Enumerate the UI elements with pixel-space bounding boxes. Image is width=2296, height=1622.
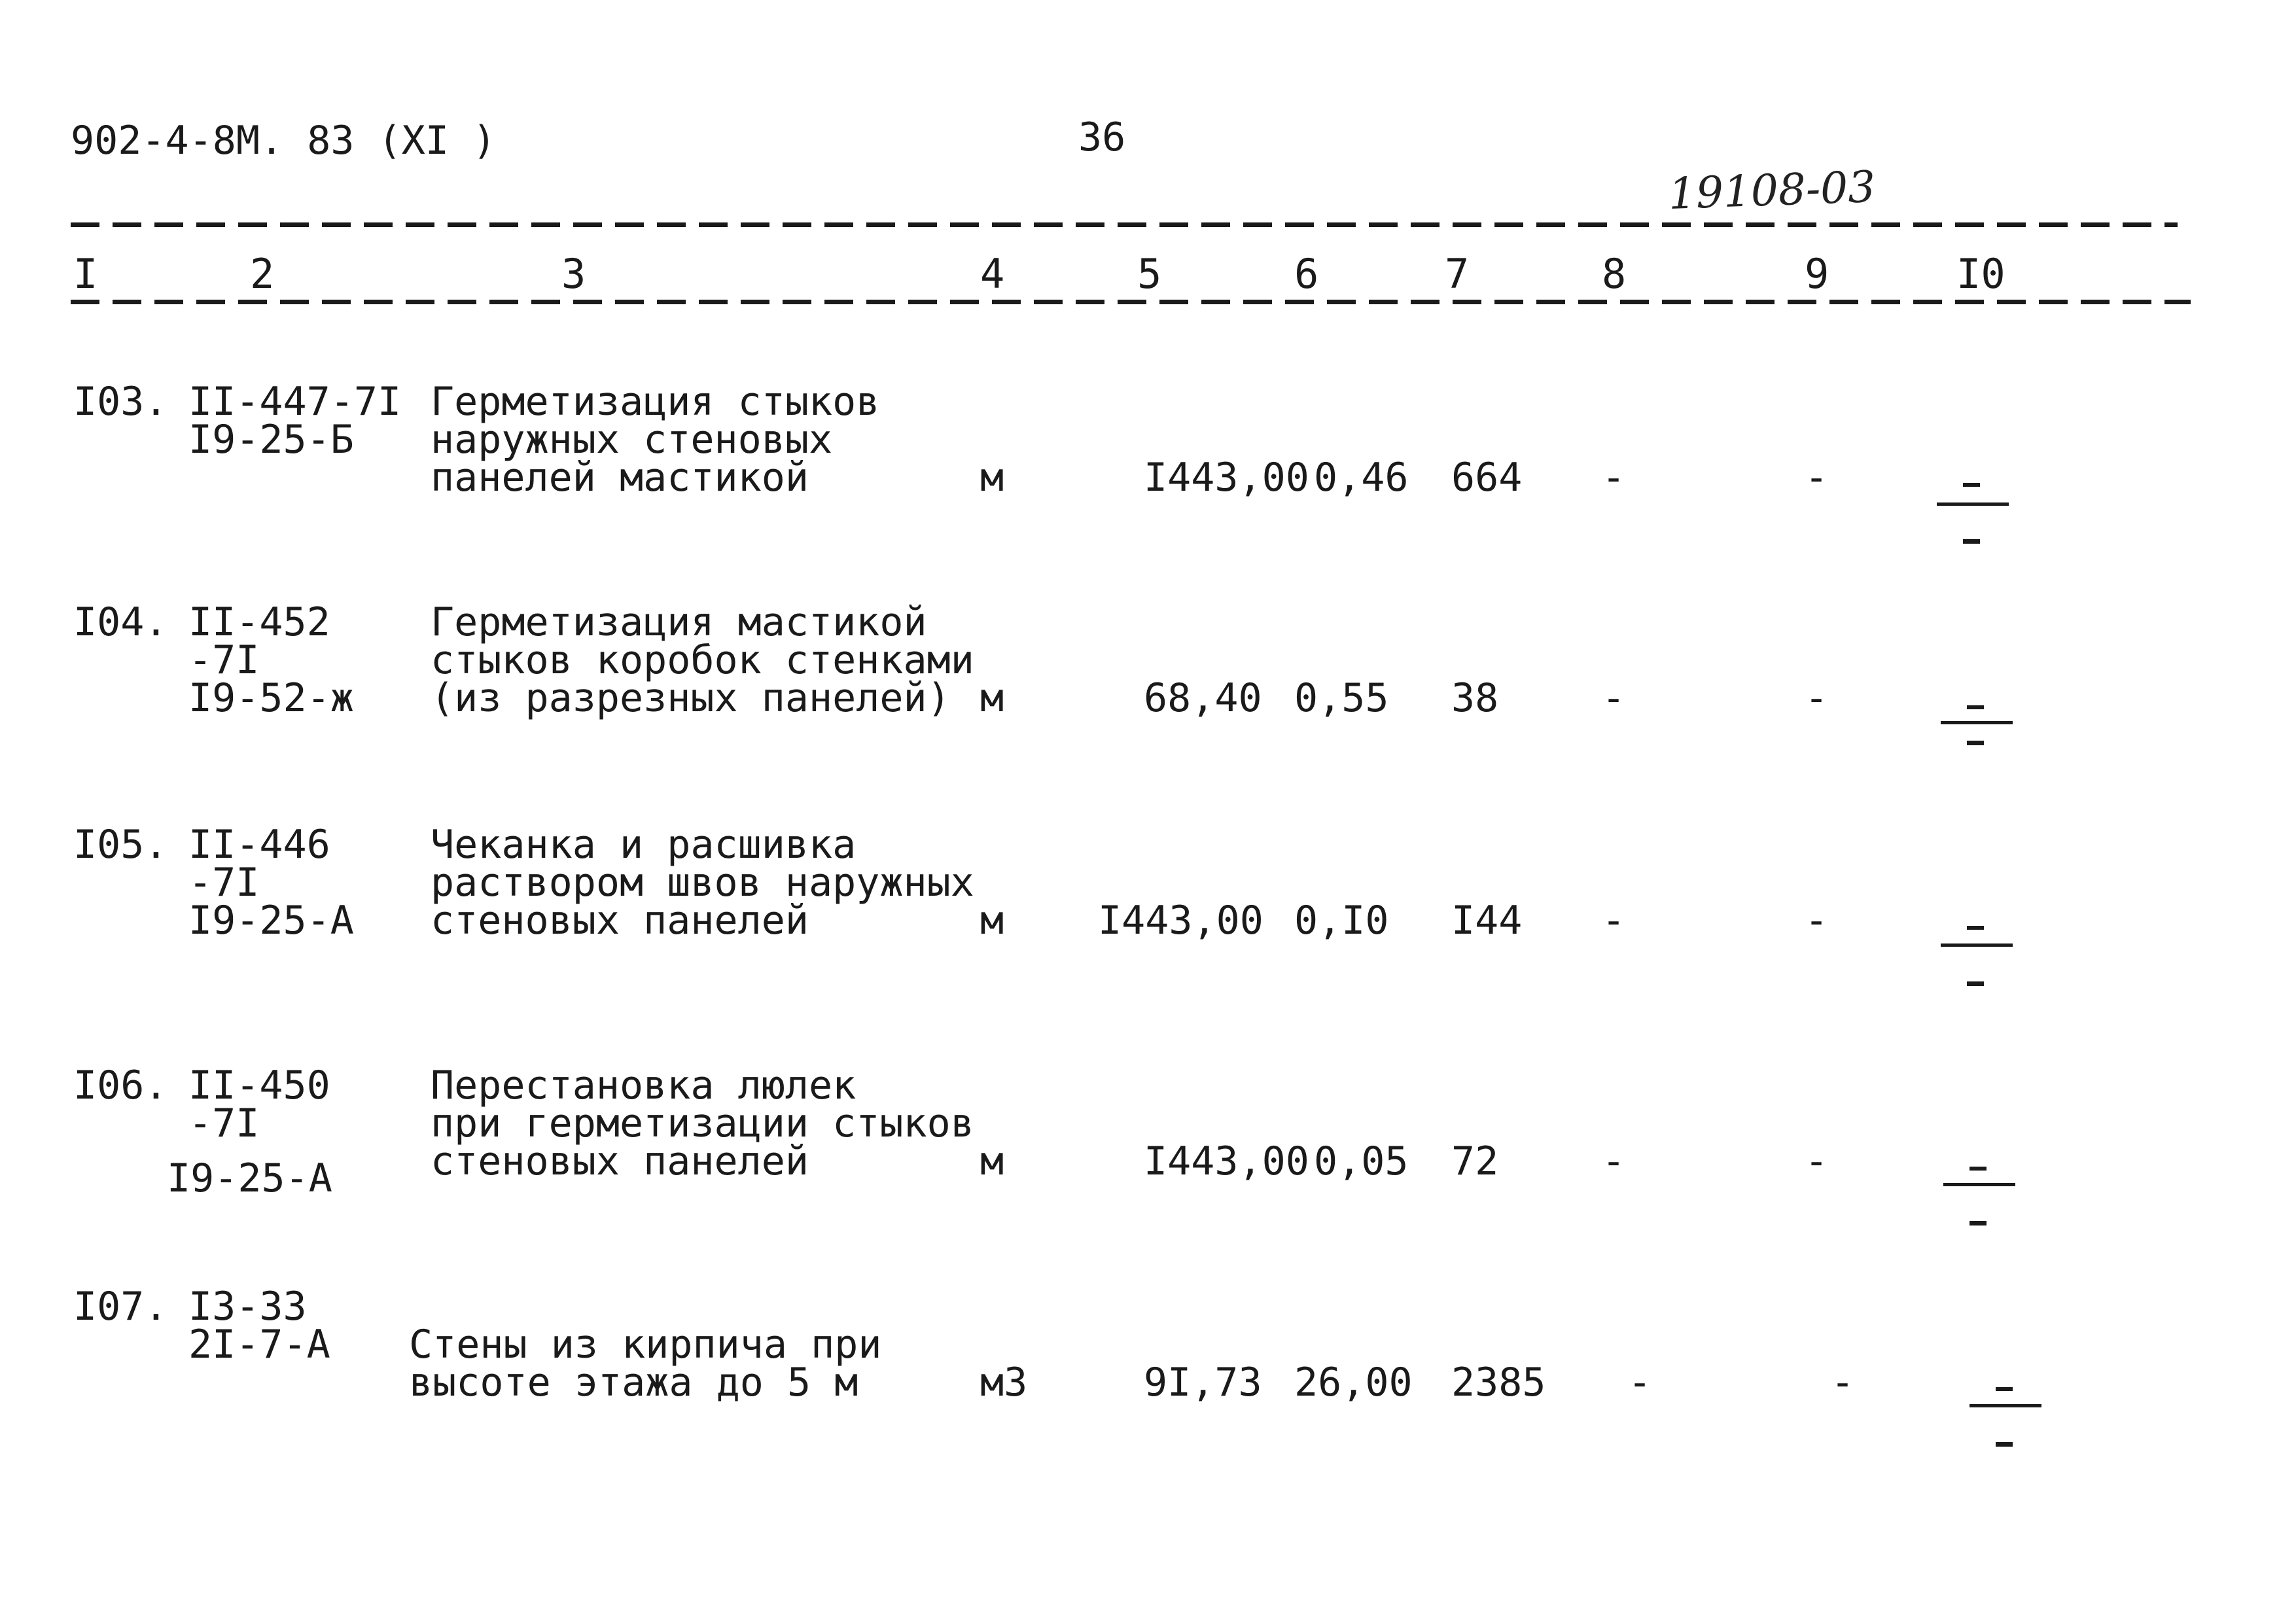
norm-code: 2I-7-А <box>188 1322 330 1367</box>
work-description: Герметизация стыков <box>431 379 880 425</box>
col9-value: - <box>1805 898 1829 943</box>
work-description: при герметизации стыков <box>431 1101 974 1146</box>
quantity: I443,00 <box>1144 1138 1309 1184</box>
col-header-10: I0 <box>1956 250 2005 298</box>
norm-code: I3-33 <box>188 1284 307 1330</box>
work-description: стыков коробок стенками <box>431 637 974 683</box>
unit-rate: 0,55 <box>1294 675 1389 721</box>
unit-rate: 0,46 <box>1314 455 1409 501</box>
unit: м <box>980 455 1004 501</box>
col8-value: - <box>1628 1360 1652 1405</box>
norm-code: I9-25-А <box>188 898 354 943</box>
row-number: I07. <box>73 1284 168 1330</box>
norm-code: II-450 <box>188 1063 330 1108</box>
unit-rate: 0,05 <box>1314 1138 1409 1184</box>
total: 38 <box>1451 675 1499 721</box>
col9-value: - <box>1805 1138 1829 1184</box>
work-description: высоте этажа до 5 м <box>409 1360 858 1405</box>
unit-rate: 0,I0 <box>1294 898 1389 943</box>
col-header-9: 9 <box>1805 250 1829 298</box>
norm-code: II-452 <box>188 599 330 645</box>
col-header-6: 6 <box>1294 250 1319 298</box>
work-description: (из разрезных панелей) <box>431 675 951 721</box>
work-description: Герметизация мастикой <box>431 599 927 645</box>
col-header-4: 4 <box>980 250 1005 298</box>
total: 2385 <box>1451 1360 1546 1405</box>
norm-code: -7I <box>188 1101 260 1146</box>
total: 72 <box>1451 1138 1499 1184</box>
unit: м <box>980 898 1004 943</box>
total: 664 <box>1451 455 1523 501</box>
quantity: I443,00 <box>1144 455 1309 501</box>
row-number: I03. <box>73 379 168 425</box>
quantity: 9I,73 <box>1144 1360 1262 1405</box>
col-header-8: 8 <box>1602 250 1627 298</box>
work-description: раствором швов наружных <box>431 860 974 906</box>
col8-value: - <box>1602 675 1626 721</box>
handwritten-note: 19108-03 <box>1667 161 1877 219</box>
page-number: 36 <box>1078 115 1126 160</box>
row-number: I05. <box>73 822 168 868</box>
col8-value: - <box>1602 455 1626 501</box>
col-header-5: 5 <box>1137 250 1162 298</box>
norm-code: -7I <box>188 860 260 906</box>
unit: м <box>980 1138 1004 1184</box>
unit: м3 <box>980 1360 1028 1405</box>
norm-code: II-446 <box>188 822 330 868</box>
col9-value: - <box>1805 675 1829 721</box>
col-header-1: I <box>73 250 98 298</box>
col8-value: - <box>1602 898 1626 943</box>
work-description: Стены из кирпича при <box>409 1322 882 1367</box>
top-dashed-rule <box>71 222 2178 227</box>
norm-code: I9-52-ж <box>188 675 354 721</box>
row-number: I04. <box>73 599 168 645</box>
work-description: панелей мастикой <box>431 455 809 501</box>
unit: м <box>980 675 1004 721</box>
norm-code: I9-25-А <box>167 1155 332 1201</box>
work-description: наружных стеновых <box>431 417 833 463</box>
norm-code: -7I <box>188 637 260 683</box>
col8-value: - <box>1602 1138 1626 1184</box>
col9-value: - <box>1805 455 1829 501</box>
work-description: Перестановка люлек <box>431 1063 857 1108</box>
work-description: Чеканка и расшивка <box>431 822 857 868</box>
norm-code: I9-25-Б <box>188 417 354 463</box>
col9-value: - <box>1831 1360 1855 1405</box>
col-header-7: 7 <box>1445 250 1470 298</box>
work-description: стеновых панелей <box>431 1138 809 1184</box>
unit-rate: 26,00 <box>1294 1360 1413 1405</box>
col-header-3: 3 <box>561 250 586 298</box>
row-number: I06. <box>73 1063 168 1108</box>
quantity: I443,00 <box>1098 898 1263 943</box>
norm-code: II-447-7I <box>188 379 402 425</box>
quantity: 68,40 <box>1144 675 1262 721</box>
header-dashed-rule <box>71 300 2191 304</box>
work-description: стеновых панелей <box>431 898 809 943</box>
document-code: 902-4-8М. 83 (XI ) <box>71 118 497 164</box>
col-header-2: 2 <box>250 250 275 298</box>
total: I44 <box>1451 898 1523 943</box>
